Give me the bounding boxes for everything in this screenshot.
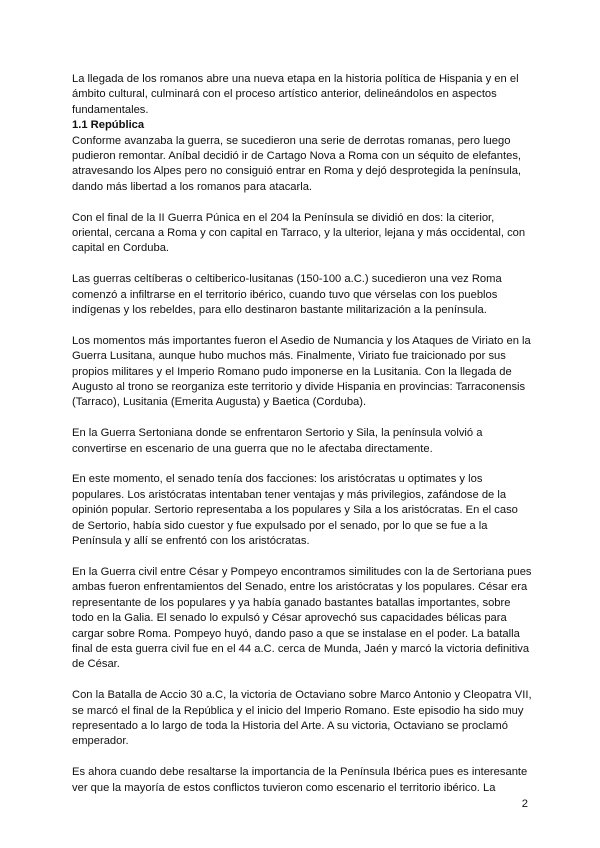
paragraph-3: Las guerras celtíberas o celtiberico-lusitanas (150-100 a.C.) sucedieron una vez Roma comenzó a infiltrarse en el territorio ibérico, cuando tuvo que vérselas con los pueblos indígenas y los rebeldes, para ello destinaron bastante militarización a la península. bbox=[72, 273, 502, 317]
paragraph-2: Con el final de la II Guerra Púnica en el 204 la Península se dividió en dos: la citerior, oriental, cercana a Roma y con capital en Tarraco, y la ulterior, lejana y más occidental, con capital en Corduba. bbox=[72, 211, 526, 255]
paragraph-5: En la Guerra Sertoniana donde se enfrentaron Sertorio y Sila, la península volvió a convertirse en escenario de una guerra que no le afectaba directamente. bbox=[72, 427, 483, 455]
page-body bbox=[72, 72, 532, 796]
paragraph-8: Con la Batalla de Accio 30 a.C, la victoria de Octaviano sobre Marco Antonio y Cleopatra VII, se marcó el final de la República y el inicio del Imperio Romano. Este episodio ha sido muy representado a lo largo de toda la Historia del Arte. A su victoria, Octaviano se proclamó emperador. bbox=[72, 689, 532, 748]
section-heading: 1.1 República bbox=[72, 119, 145, 132]
page-number: 2 bbox=[521, 798, 528, 810]
paragraph-9: Es ahora cuando debe resaltarse la importancia de la Península Ibérica pues es interesante ver que la mayoría de estos conflictos tuvieron como escenario el territorio ibérico. La bbox=[72, 766, 528, 794]
paragraph-7: En la Guerra civil entre César y Pompeyo encontramos similitudes con la de Sertoriana pues ambas fueron enfrentamientos del Senado, entre los aristócratas y los populares. César era representante de los populares y ya había ganado bastantes batallas importantes, sobre todo en la Galia. El senado lo expulsó y César aprovechó sus capacidades bélicas para cargar sobre Roma. Pompeyo huyó, dando paso a que se instalase en el poder. La batalla final de esta guerra civil fue en el 44 a.C. cerca de Munda, Jaén y marcó la victoria definitiva de César. bbox=[72, 565, 532, 671]
paragraph-4: Los momentos más importantes fueron el Asedio de Numancia y los Ataques de Viriato en la Guerra Lusitana, aunque hubo muchos más. Finalmente, Viriato fue traicionado por sus propios militares y el Imperio Romano pudo imponerse en la Lusitania. Con la llegada de Augusto al trono se reorganiza este territorio y divide Hispania en provincias: Tarraconensis (Tarraco), Lusitania (Emerita Augusta) y Baetica (Corduba). bbox=[72, 334, 531, 409]
paragraph-6: En este momento, el senado tenía dos facciones: los aristócratas u optimates y los populares. Los aristócratas intentaban tener ventajas y más privilegios, zafándose de la opinión popular. Sertorio representaba a los populares y Sila a los aristócratas. En el caso de Sertorio, había sido cuestor y fue expulsado por el senado, por lo que se fue a la Península y allí se enfrentó con los aristócratas. bbox=[72, 473, 518, 548]
intro-paragraph: La llegada de los romanos abre una nueva etapa en la historia política de Hispania y en el ámbito cultural, culminará con el proceso artístico anterior, delineándolos en aspectos fundamentales. bbox=[72, 73, 519, 116]
paragraph-1: Conforme avanzaba la guerra, se sucedieron una serie de derrotas romanas, pero luego pudieron remontar. Aníbal decidió ir de Cartago Nova a Roma con un séquito de elefantes, atravesando los Alpes pero no consiguió entrar en Roma y dejó desprotegida la península, dando más libertad a los romanos para atacarla. bbox=[72, 134, 522, 193]
